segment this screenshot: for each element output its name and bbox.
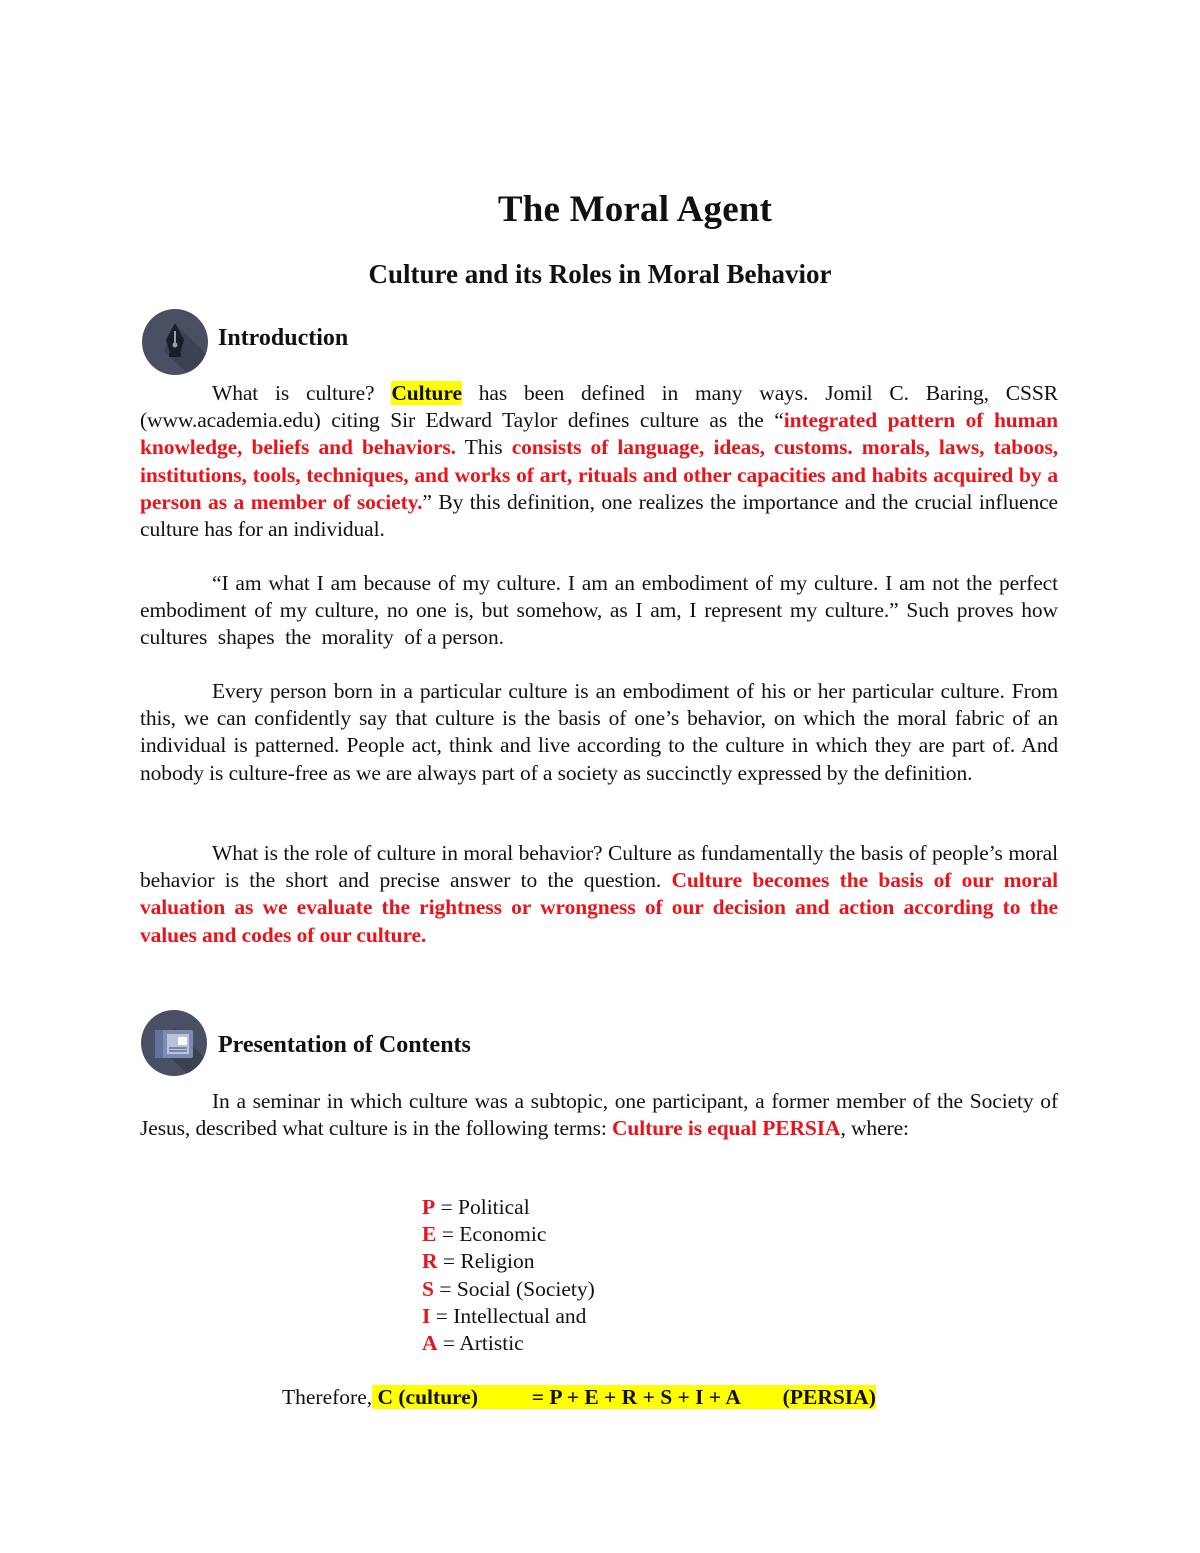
presentation-heading: Presentation of Contents [218, 1032, 471, 1058]
contents-paragraph-1 [140, 1088, 1058, 1142]
persia-item [422, 1221, 595, 1248]
formula-prefix: Therefore, [282, 1385, 373, 1409]
p4-text-1: What is the role of culture in moral behavior? Culture as fundamentally the basis of people’s moral behavior is the short and precise answer to the question. [140, 841, 1058, 893]
formula-expression: C (culture) = P + E + R + S + I + A (PERSIA) [372, 1385, 876, 1409]
persia-item [422, 1330, 595, 1357]
contents-emphasis: Culture is equal PERSIA [611, 1116, 841, 1141]
p1-text-4: ” By this definition, one realizes the importance and the crucial influence culture has for an individual. [140, 489, 1058, 542]
persia-list [422, 1194, 595, 1357]
persia-item [422, 1276, 595, 1303]
book-icon [141, 1010, 207, 1076]
persia-meaning: = Intellectual and [430, 1303, 587, 1328]
p1-text-3: This [455, 435, 512, 460]
document-title: The Moral Agent [497, 189, 773, 230]
persia-meaning: = Economic [436, 1222, 547, 1247]
intro-paragraph-1 [140, 380, 1058, 543]
persia-formula [282, 1384, 876, 1411]
p1-text-2: has been defined in many ways. Jomil C. Baring, CSSR (www.academia.edu) citing Sir Edward Taylor defines culture as the “ [140, 381, 1058, 433]
culture-highlight: Culture [391, 381, 462, 405]
persia-letter: P [422, 1195, 436, 1219]
persia-meaning: = Political [435, 1195, 530, 1219]
introduction-heading: Introduction [218, 325, 349, 351]
intro-paragraph-3: Every person born in a particular culture is an embodiment of his or her particular culture. From this, we can confidently say that culture is the basis of one’s behavior, on which the moral fabric of an individual is patterned. People act, think and live according to the culture in which they are part of. And nobody is culture-free as we are always part of a society as succinctly expressed by the definition. [140, 679, 1058, 785]
persia-item [422, 1303, 595, 1330]
document-subtitle: Culture and its Roles in Moral Behavior [368, 259, 832, 289]
persia-meaning: = Social (Society) [433, 1276, 595, 1301]
intro-paragraph-4 [140, 840, 1058, 949]
persia-letter: A [422, 1331, 438, 1356]
contents-text-2: , where: [840, 1116, 909, 1141]
p1-emphasis-2: consists of language, ideas, customs. morals, laws, taboos, institutions, tools, techniques, and works of art, rituals and other capacities and habits acquired by a person as a member of society. [140, 435, 1058, 514]
pen-nib-icon [142, 309, 208, 375]
persia-letter: E [422, 1222, 437, 1247]
p1-text-1: What is culture? [212, 381, 392, 405]
persia-item [422, 1194, 595, 1221]
persia-letter: R [422, 1249, 438, 1274]
persia-meaning: = Religion [437, 1249, 535, 1274]
p4-emphasis: Culture becomes the basis of our moral valuation as we evaluate the rightness or wrongness of our decision and action according to the values and codes of our culture. [140, 868, 1058, 947]
contents-text-1: In a seminar in which culture was a subtopic, one participant, a former member of the Society of Jesus, described what culture is in the following terms: [140, 1089, 1058, 1141]
intro-paragraph-2: “I am what I am because of my culture. I am an embodiment of my culture. I am not the perfect embodiment of my culture, no one is, but somehow, as I am, I represent my culture.” Such proves how cultures shapes the morality of a person. [140, 571, 1069, 650]
persia-letter: I [422, 1303, 431, 1328]
persia-item [422, 1248, 595, 1275]
persia-meaning: = Artistic [437, 1331, 524, 1356]
p1-emphasis-1: integrated pattern of human knowledge, beliefs and behaviors. [140, 408, 1058, 460]
persia-letter: S [422, 1276, 434, 1301]
